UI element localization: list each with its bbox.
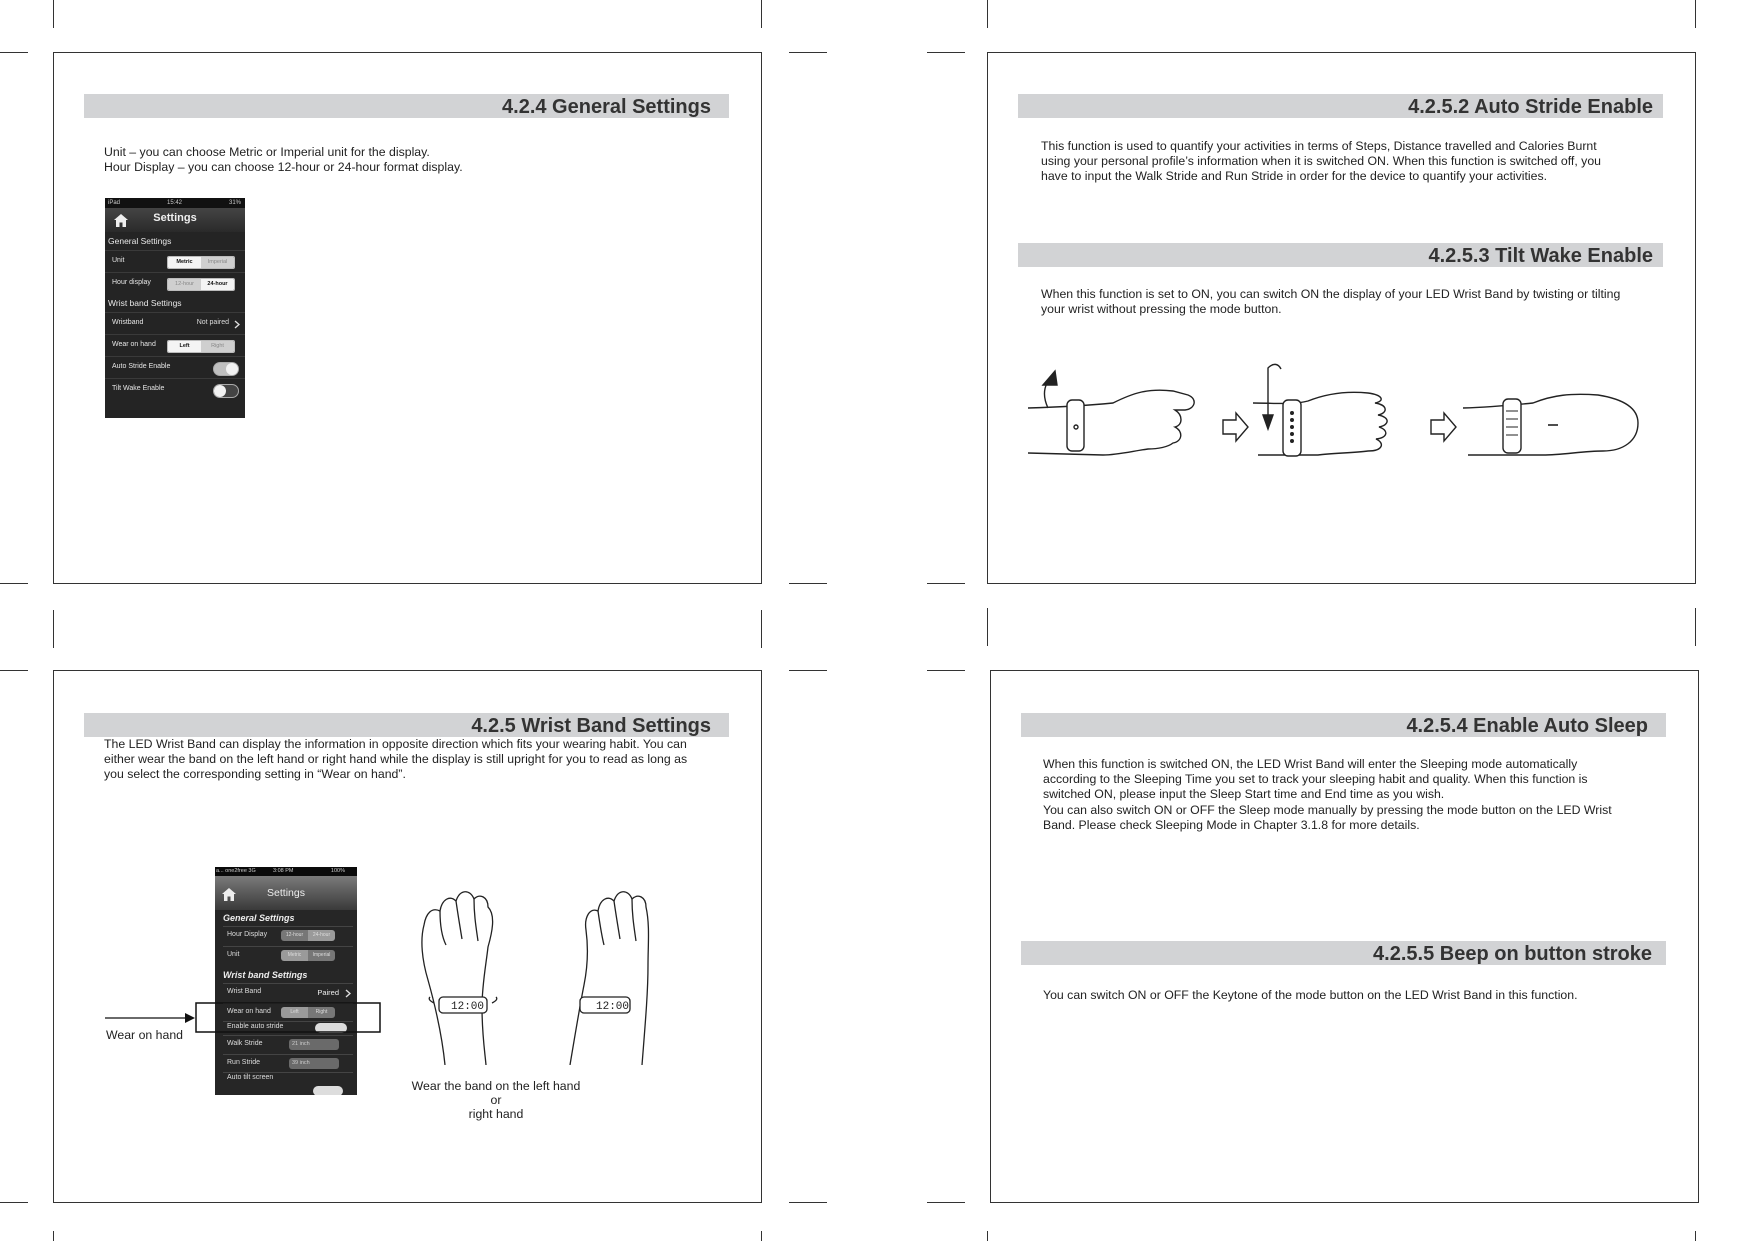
hour-display-label: Hour display [112,279,151,286]
crop-mark [789,583,827,584]
wear-on-hand-row [105,334,245,357]
crop-mark [761,0,762,28]
text-line: have to input the Walk Stride and Run Stride in order for the device to quantify your activities. [1041,169,1548,184]
status-bar [215,867,357,876]
body-text [104,737,687,783]
wear-segmented-control[interactable] [167,340,235,353]
crop-mark [987,1231,988,1241]
body-text [1043,757,1612,833]
wristband-settings-header: Wrist band Settings [108,298,182,308]
text-line: When this function is set to ON, you can switch ON the display of your LED Wrist Band by twisting or tilting [1041,287,1621,301]
crop-mark [53,610,54,648]
page-auto-sleep-beep [990,670,1699,1203]
wristband-status: Paired [317,988,339,997]
crop-mark [0,1202,28,1203]
unit-option-imperial[interactable]: Imperial [308,950,335,961]
callout-pointer [105,998,385,1038]
crop-mark [789,52,827,53]
screen-title: Settings [267,887,305,899]
chevron-right-icon [234,320,240,329]
tilt-wake-toggle[interactable] [213,384,239,398]
crop-mark [0,583,28,584]
crop-mark [1695,1231,1696,1241]
crop-mark [1695,608,1696,646]
status-device: iPad [108,200,121,206]
unit-option-imperial[interactable]: Imperial [201,257,234,268]
unit-row [105,250,245,273]
wristband-row[interactable] [105,312,245,335]
settings-screenshot [215,867,357,1095]
title-bar [215,876,357,910]
tilt-wake-row [105,378,245,401]
text-line: either wear the band on the left hand or right hand while the display is still upright for you to read as long as [104,752,688,767]
body-text [1041,287,1620,317]
wristband-label: Wristband [112,319,144,326]
chevron-right-icon [345,989,351,998]
auto-tilt-row [223,1072,353,1091]
text-line: When this function is switched ON, the LED Wrist Band will enter the Sleeping mode automatically [1043,757,1578,771]
text-line: Band. Please check Sleeping Mode in Chapter 3.1.8 for more details. [1043,817,1420,832]
general-settings-header: General Settings [108,236,172,246]
unit-segmented-control[interactable] [167,256,235,269]
crop-mark [761,1231,762,1241]
section-heading-bar [1021,941,1666,965]
crop-mark [987,0,988,28]
status-battery: 31% [228,200,241,206]
auto-tilt-label: Auto tilt screen [227,1074,274,1081]
hour-option-24[interactable]: 24-hour [308,930,335,941]
left-band-display: 12:00 [451,1001,485,1013]
wristband-label: Wrist Band [227,988,262,995]
auto-tilt-toggle[interactable] [313,1086,343,1095]
section-heading-bar [1018,94,1663,118]
section-title: 4.2.5.5 Beep on button stroke [1373,943,1652,965]
section-title: 4.2.5 Wrist Band Settings [471,715,711,737]
hour-display-row [105,272,245,295]
wear-option-left[interactable]: Left [168,341,201,352]
text-line: using your personal profile’s information when it is switched ON. When this function is switched off, you [1041,154,1602,169]
right-band-display: 12:00 [596,1001,630,1013]
crop-mark [761,610,762,648]
caption-line: Wear the band on the left hand or [411,1079,581,1107]
section-title: 4.2.5.2 Auto Stride Enable [1408,96,1653,118]
section-heading-bar [84,713,729,737]
section-title: 4.2.4 General Settings [502,96,711,118]
hour-option-12[interactable]: 12-hour [168,279,201,290]
auto-stride-toggle[interactable] [213,362,239,376]
crop-mark [927,1202,965,1203]
text-line: Hour Display – you can choose 12-hour or 24-hour format display. [104,160,463,175]
walk-stride-field[interactable]: 21 inch [289,1039,339,1050]
status-carrier: a... one2free 3G [216,868,256,874]
run-stride-row [223,1054,353,1073]
wear-option-right[interactable]: Right [201,341,234,352]
body-text [104,145,463,175]
crop-mark [927,52,965,53]
crop-mark [53,0,54,28]
text-line: This function is used to quantify your activities in terms of Steps, Distance travelled and Calories Burnt [1041,139,1597,153]
run-stride-label: Run Stride [227,1059,261,1066]
crop-mark [0,670,28,671]
unit-label: Unit [112,257,125,264]
status-bar [105,198,245,208]
unit-option-metric[interactable]: Metric [168,257,201,268]
crop-mark [789,1202,827,1203]
text-line: switched ON, please input the Sleep Start time and End time as you wish. [1043,787,1445,802]
section-heading-bar [84,94,729,118]
unit-option-metric[interactable]: Metric [281,950,308,961]
unit-row [223,946,353,965]
unit-label: Unit [227,951,240,958]
text-line: your wrist without pressing the mode button. [1041,302,1282,317]
crop-mark [1695,0,1696,28]
crop-mark [53,1231,54,1241]
section-title: 4.2.5.3 Tilt Wake Enable [1428,245,1653,267]
run-stride-field[interactable]: 39 inch [289,1058,339,1069]
text-line: You can also switch ON or OFF the Sleep mode manually by pressing the mode button on the LED Wrist [1043,802,1612,817]
wristband-settings-header: Wrist band Settings [223,970,308,980]
wristband-status: Not paired [196,319,229,326]
text-line: according to the Sleeping Time you set to track your sleeping habit and quality. When this function is [1043,772,1588,787]
wear-option-right[interactable]: Right [308,1007,335,1018]
settings-screenshot [105,198,245,418]
wear-option-left[interactable]: Left [281,1007,308,1018]
crop-mark [789,670,827,671]
body-text [1043,988,1578,1003]
hour-segmented-control[interactable] [167,278,235,291]
tilt-wake-label: Tilt Wake Enable [112,385,165,392]
crop-mark [927,583,965,584]
page-auto-stride-tilt-wake [987,52,1696,584]
text-line: Unit – you can choose Metric or Imperial unit for the display. [104,145,430,159]
body-text [1041,139,1601,185]
screen-title: Settings [153,212,197,224]
wear-on-hand-label: Wear on hand [227,1008,271,1015]
crop-mark [987,608,988,646]
auto-stride-label: Enable auto stride [227,1023,284,1030]
text-line: The LED Wrist Band can display the information in opposite direction which fits your wearing habit. You can [104,737,687,751]
wear-on-hand-label: Wear on hand [112,341,156,348]
section-heading-bar [1018,243,1663,267]
section-title: 4.2.5.4 Enable Auto Sleep [1406,715,1648,737]
title-bar [105,208,245,232]
status-battery: 100% [330,868,345,874]
status-time: 15:42 [167,200,183,206]
text-line: You can switch ON or OFF the Keytone of the mode button on the LED Wrist Band in this function. [1043,988,1578,1002]
hour-display-row [223,926,353,945]
walk-stride-label: Walk Stride [227,1040,263,1047]
section-heading-bar [1021,713,1666,737]
hands-illustration [420,885,660,1065]
general-settings-header: General Settings [223,913,295,923]
unit-segmented-control[interactable] [281,950,335,961]
hands-caption [406,1079,586,1121]
auto-stride-row [105,356,245,379]
crop-mark [927,670,965,671]
hour-segmented-control[interactable] [281,930,335,941]
hour-display-label: Hour Display [227,931,268,938]
text-line: you select the corresponding setting in “Wear on hand”. [104,767,406,782]
auto-stride-label: Auto Stride Enable [112,363,171,370]
callout-label: Wear on hand [106,1028,184,1042]
tilt-wake-illustration [1023,363,1663,523]
hour-option-24[interactable]: 24-hour [201,279,234,290]
crop-mark [0,52,28,53]
caption-line: right hand [468,1107,524,1121]
status-time: 3:08 PM [273,868,294,874]
hour-option-12[interactable]: 12-hour [281,930,308,941]
